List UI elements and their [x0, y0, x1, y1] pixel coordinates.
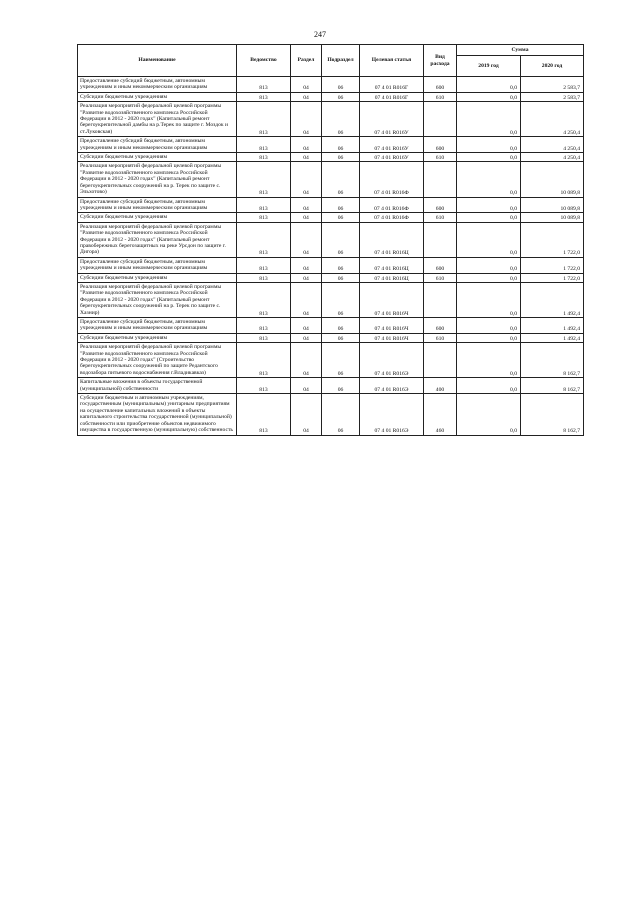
cell-ministry: 813 [237, 273, 291, 282]
cell-expense-type [424, 282, 457, 317]
cell-ministry: 813 [237, 282, 291, 317]
cell-2019: 0,0 [457, 282, 521, 317]
cell-ministry: 813 [237, 137, 291, 153]
cell-2019: 0,0 [457, 343, 521, 378]
cell-ministry: 813 [237, 77, 291, 93]
cell-name: Субсидии бюджетным учреждениям [78, 153, 237, 162]
cell-target: 07 4 01 R016Ч [360, 282, 424, 317]
cell-2020: 8 162,7 [521, 394, 584, 435]
cell-target: 07 4 01 R016Ф [360, 213, 424, 222]
cell-section: 04 [291, 197, 322, 213]
cell-section: 04 [291, 162, 322, 197]
table-row [78, 318, 584, 334]
cell-2020: 4 250,4 [521, 102, 584, 137]
cell-name: Предоставление субсидий бюджетным, автономным учреждениям и иным некоммерческим организациям [78, 197, 237, 213]
cell-expense-type: 610 [424, 153, 457, 162]
cell-section: 04 [291, 333, 322, 342]
cell-ministry: 813 [237, 378, 291, 394]
cell-subsection: 06 [322, 282, 360, 317]
header-expense-type: Вид расхода [424, 45, 457, 77]
cell-2020: 1 722,0 [521, 222, 584, 257]
cell-expense-type: 600 [424, 197, 457, 213]
cell-2019: 0,0 [457, 197, 521, 213]
cell-target: 07 4 01 R016У [360, 137, 424, 153]
cell-subsection: 06 [322, 343, 360, 378]
cell-target: 07 4 01 R016Ф [360, 162, 424, 197]
table-row [78, 162, 584, 197]
cell-target: 07 4 01 R016У [360, 102, 424, 137]
table-row [78, 77, 584, 93]
cell-2019: 0,0 [457, 378, 521, 394]
cell-ministry: 813 [237, 197, 291, 213]
cell-2019: 0,0 [457, 318, 521, 334]
table-row [78, 102, 584, 137]
cell-name: Реализация мероприятий федеральной целевой программы "Развитие водохозяйственного комплекса Российской Федерации в 2012 - 2020 годах" (Капитальный ремонт берегоукрепительной дамбы на р.Терек по защите г. Моздок и ст.Луковская) [78, 102, 237, 137]
cell-expense-type: 600 [424, 137, 457, 153]
cell-expense-type [424, 222, 457, 257]
cell-section: 04 [291, 222, 322, 257]
cell-target: 07 4 01 R016Э [360, 378, 424, 394]
table-row [78, 378, 584, 394]
cell-expense-type: 600 [424, 318, 457, 334]
cell-2019: 0,0 [457, 102, 521, 137]
header-section: Раздел [291, 45, 322, 77]
cell-name: Субсидии бюджетным учреждениям [78, 273, 237, 282]
cell-subsection: 06 [322, 102, 360, 137]
cell-target: 07 4 01 R016Ф [360, 197, 424, 213]
cell-expense-type [424, 102, 457, 137]
cell-name: Предоставление субсидий бюджетным, автономным учреждениям и иным некоммерческим организациям [78, 137, 237, 153]
cell-name: Субсидии бюджетным и автономным учреждениям, государственным (муниципальным) унитарным предприятиям на осуществление капитальных вложений в объекты капитального строительства государственной (муниципальной) собственности или приобретение объектов недвижимого имущества в государственную (муниципальную) собственность [78, 394, 237, 435]
cell-2020: 1 722,0 [521, 257, 584, 273]
cell-expense-type: 610 [424, 213, 457, 222]
budget-table [77, 44, 584, 436]
cell-subsection: 06 [322, 378, 360, 394]
cell-subsection: 06 [322, 333, 360, 342]
cell-name: Субсидии бюджетным учреждениям [78, 333, 237, 342]
cell-expense-type: 610 [424, 333, 457, 342]
cell-section: 04 [291, 318, 322, 334]
cell-ministry: 813 [237, 222, 291, 257]
header-target: Целевая статья [360, 45, 424, 77]
cell-name: Субсидии бюджетным учреждениям [78, 213, 237, 222]
cell-name: Предоставление субсидий бюджетным, автономным учреждениям и иным некоммерческим организациям [78, 257, 237, 273]
table-header [78, 45, 584, 77]
cell-subsection: 06 [322, 162, 360, 197]
cell-2020: 10 089,8 [521, 197, 584, 213]
table-row [78, 282, 584, 317]
table-row [78, 273, 584, 282]
cell-target: 07 4 01 R016Э [360, 343, 424, 378]
cell-expense-type: 460 [424, 394, 457, 435]
cell-section: 04 [291, 137, 322, 153]
cell-expense-type [424, 162, 457, 197]
cell-subsection: 06 [322, 318, 360, 334]
cell-ministry: 813 [237, 162, 291, 197]
cell-2020: 2 583,7 [521, 77, 584, 93]
cell-section: 04 [291, 282, 322, 317]
cell-subsection: 06 [322, 257, 360, 273]
cell-2020: 4 250,4 [521, 153, 584, 162]
cell-subsection: 06 [322, 394, 360, 435]
cell-target: 07 4 01 R016Ч [360, 318, 424, 334]
cell-2020: 1 492,4 [521, 318, 584, 334]
header-2020: 2020 год [521, 56, 584, 77]
cell-subsection: 06 [322, 92, 360, 101]
cell-target: 07 4 01 R016Г [360, 92, 424, 101]
cell-section: 04 [291, 257, 322, 273]
cell-section: 04 [291, 153, 322, 162]
table-row [78, 333, 584, 342]
cell-2020: 8 162,7 [521, 378, 584, 394]
cell-target: 07 4 01 R016У [360, 153, 424, 162]
cell-2019: 0,0 [457, 222, 521, 257]
cell-subsection: 06 [322, 153, 360, 162]
cell-2019: 0,0 [457, 333, 521, 342]
cell-name: Реализация мероприятий федеральной целевой программы "Развитие водохозяйственного комплекса Российской Федерации в 2012 - 2020 годах" (Капитальный ремонт берегоукрепительных сооружений на р. Терек по защите с. Эльхотово) [78, 162, 237, 197]
cell-2020: 1 492,4 [521, 282, 584, 317]
header-name: Наименование [78, 45, 237, 77]
table-row [78, 213, 584, 222]
cell-target: 07 4 01 R016Ц [360, 273, 424, 282]
table-row [78, 153, 584, 162]
cell-ministry: 813 [237, 343, 291, 378]
cell-2019: 0,0 [457, 273, 521, 282]
cell-subsection: 06 [322, 213, 360, 222]
cell-2020: 10 089,8 [521, 213, 584, 222]
cell-subsection: 06 [322, 197, 360, 213]
cell-expense-type: 400 [424, 378, 457, 394]
header-ministry: Ведомство [237, 45, 291, 77]
cell-expense-type: 600 [424, 77, 457, 93]
cell-expense-type: 610 [424, 273, 457, 282]
cell-section: 04 [291, 77, 322, 93]
cell-name: Реализация мероприятий федеральной целевой программы "Развитие водохозяйственного комплекса Российской Федерации в 2012 - 2020 годах" (Капитальный ремонт берегоукрепительных сооружений на р. Терек по защите с. Хазнир) [78, 282, 237, 317]
cell-section: 04 [291, 394, 322, 435]
cell-ministry: 813 [237, 318, 291, 334]
cell-2019: 0,0 [457, 394, 521, 435]
cell-2020: 2 583,7 [521, 92, 584, 101]
cell-target: 07 4 01 R016Г [360, 77, 424, 93]
cell-expense-type [424, 343, 457, 378]
table-row [78, 92, 584, 101]
table-row [78, 257, 584, 273]
cell-subsection: 06 [322, 77, 360, 93]
table-row [78, 137, 584, 153]
cell-2019: 0,0 [457, 213, 521, 222]
cell-name: Реализация мероприятий федеральной целевой программы "Развитие водохозяйственного комплекса Российской Федерации в 2012 - 2020 годах" (Капитальный ремонт правобережных берегозащитных на реке Урсдон по защите г. Дигора) [78, 222, 237, 257]
cell-2020: 10 089,8 [521, 162, 584, 197]
cell-subsection: 06 [322, 273, 360, 282]
cell-section: 04 [291, 343, 322, 378]
cell-target: 07 4 01 R016Ч [360, 333, 424, 342]
cell-name: Предоставление субсидий бюджетным, автономным учреждениям и иным некоммерческим организациям [78, 77, 237, 93]
cell-ministry: 813 [237, 213, 291, 222]
cell-2019: 0,0 [457, 92, 521, 101]
cell-2020: 1 722,0 [521, 273, 584, 282]
cell-section: 04 [291, 378, 322, 394]
header-subsection: Подраздел [322, 45, 360, 77]
cell-ministry: 813 [237, 102, 291, 137]
cell-ministry: 813 [237, 257, 291, 273]
cell-2020: 1 492,4 [521, 333, 584, 342]
cell-name: Реализация мероприятий федеральной целевой программы "Развитие водохозяйственного комплекса Российской Федерации в 2012 - 2020 годах" (Строительство берегоукрепительных сооружений по защите Редантского водозабора питьевого водоснабжения г.Владикавказ) [78, 343, 237, 378]
cell-target: 07 4 01 R016Ц [360, 222, 424, 257]
cell-section: 04 [291, 102, 322, 137]
table-row [78, 222, 584, 257]
cell-ministry: 813 [237, 153, 291, 162]
cell-2019: 0,0 [457, 77, 521, 93]
cell-expense-type: 610 [424, 92, 457, 101]
cell-name: Предоставление субсидий бюджетным, автономным учреждениям и иным некоммерческим организациям [78, 318, 237, 334]
cell-expense-type: 600 [424, 257, 457, 273]
cell-name: Субсидии бюджетным учреждениям [78, 92, 237, 101]
cell-2019: 0,0 [457, 137, 521, 153]
cell-section: 04 [291, 213, 322, 222]
cell-ministry: 813 [237, 394, 291, 435]
cell-2020: 4 250,4 [521, 137, 584, 153]
page-number: 247 [314, 30, 326, 39]
header-sum: Сумма [457, 45, 584, 56]
cell-2019: 0,0 [457, 162, 521, 197]
cell-subsection: 06 [322, 222, 360, 257]
header-2019: 2019 год [457, 56, 521, 77]
table-row [78, 343, 584, 378]
cell-target: 07 4 01 R016Э [360, 394, 424, 435]
table-body [78, 77, 584, 436]
cell-name: Капитальные вложения в объекты государственной (муниципальной) собственности [78, 378, 237, 394]
cell-2019: 0,0 [457, 153, 521, 162]
cell-target: 07 4 01 R016Ц [360, 257, 424, 273]
table-row [78, 197, 584, 213]
cell-2020: 8 162,7 [521, 343, 584, 378]
cell-subsection: 06 [322, 137, 360, 153]
cell-2019: 0,0 [457, 257, 521, 273]
cell-ministry: 813 [237, 92, 291, 101]
cell-section: 04 [291, 92, 322, 101]
cell-ministry: 813 [237, 333, 291, 342]
cell-section: 04 [291, 273, 322, 282]
table-row [78, 394, 584, 435]
